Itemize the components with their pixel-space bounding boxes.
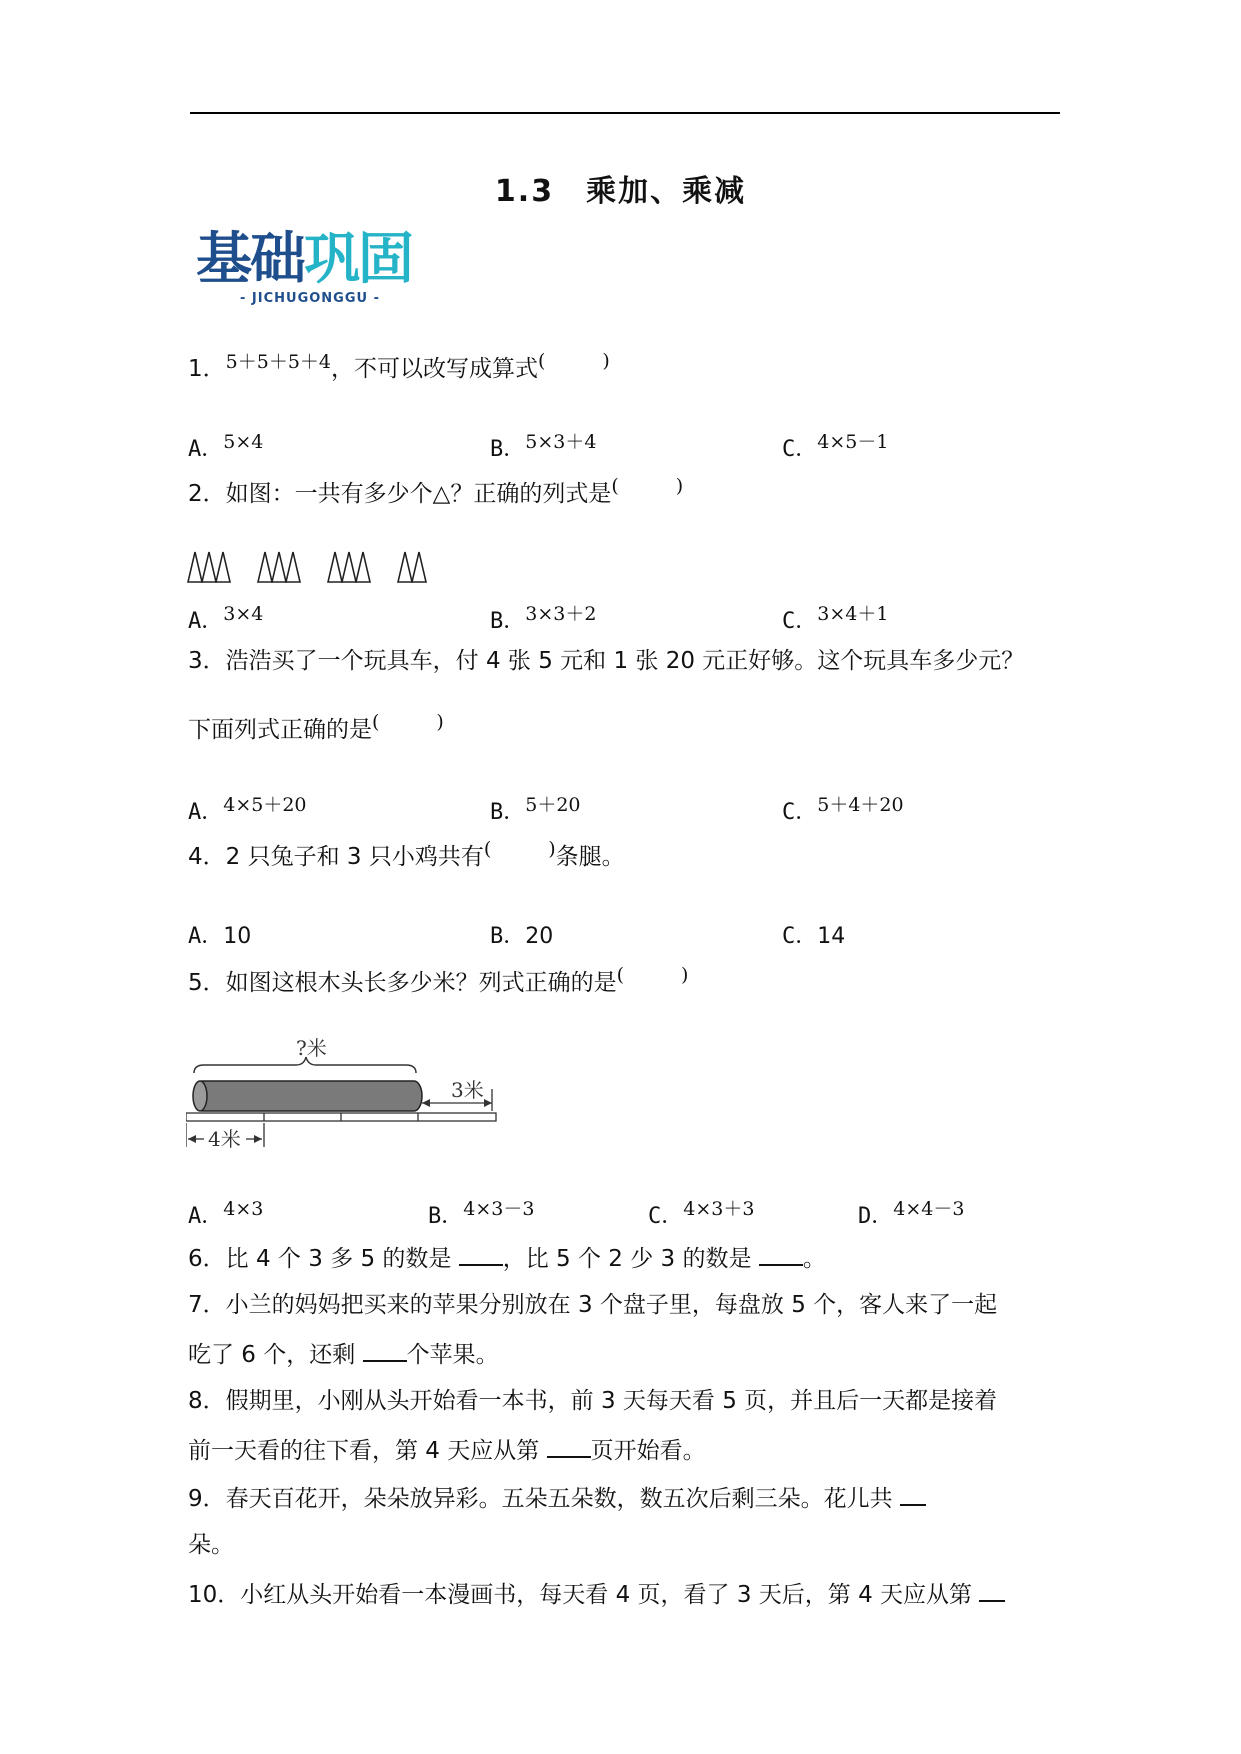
log-figure	[186, 1035, 506, 1153]
question-4	[188, 838, 625, 873]
q5-option-a[interactable]: A．4×3	[188, 1198, 264, 1229]
top-length-label: ?米	[296, 1036, 327, 1060]
q1-option-c[interactable]: C．4×5－1	[782, 431, 889, 462]
q4-option-b[interactable]: B．20	[490, 924, 554, 949]
q5-option-d-value: 4×4－3	[893, 1198, 965, 1220]
q5-option-a-value: 4×3	[223, 1198, 264, 1220]
q3-text: 浩浩买了一个玩具车，付 4 张 5 元和 1 张 20 元正好够。这个玩具车多少元？	[225, 648, 1025, 674]
q6-text-b: ，比 5 个 2 少 3 的数是	[502, 1246, 752, 1272]
q7-text-b: 个苹果。	[406, 1342, 499, 1368]
triangle-icon	[412, 552, 426, 582]
question-1	[188, 350, 610, 385]
question-5	[188, 964, 689, 999]
q5-option-b-value: 4×3－3	[463, 1198, 535, 1220]
bottom-length-label: 4米	[208, 1127, 241, 1151]
q2-option-b-value: 3×3＋2	[525, 603, 597, 625]
right-length-label: 3米	[451, 1078, 484, 1102]
q8-text-b: 页开始看。	[590, 1438, 706, 1464]
q2-option-c-value: 3×4＋1	[817, 603, 889, 625]
triangle-icon	[398, 552, 412, 582]
q1-number: 1．	[188, 356, 226, 382]
logo-text-a: 基础	[196, 227, 304, 292]
q8-text-a: 前一天看的往下看，第 4 天应从第	[188, 1438, 540, 1464]
q4-option-c[interactable]: C．14	[782, 924, 846, 949]
header-rule	[190, 112, 1060, 114]
q4-option-c-value: 14	[817, 924, 846, 949]
triangle-icon	[342, 552, 356, 582]
q3-text2: 下面列式正确的是	[188, 717, 372, 743]
question-8: 8．假期里，小刚从头开始看一本书，前 3 天每天看 5 页，并且后一天都是接着	[188, 1388, 998, 1414]
q4-text-after: 条腿。	[555, 844, 625, 870]
log-body	[194, 1081, 422, 1111]
question-10	[188, 1578, 1005, 1610]
q2-text: 如图：一共有多少个△？正确的列式是	[225, 481, 612, 507]
question-7-line2	[188, 1338, 499, 1370]
log-end	[193, 1081, 207, 1111]
logo-text-b: 巩固	[304, 227, 412, 292]
question-8-line2	[188, 1434, 706, 1466]
triangle-icon	[188, 552, 202, 582]
section-logo	[196, 227, 412, 292]
q3-option-a[interactable]: A．4×5＋20	[188, 794, 307, 825]
q1-text: ，不可以改写成算式	[331, 356, 538, 382]
question-3-line2	[188, 711, 444, 746]
q4-option-b-value: 20	[525, 924, 554, 949]
q6-blank-2[interactable]	[759, 1242, 803, 1266]
q5-option-b[interactable]: B．4×3－3	[428, 1198, 535, 1229]
question-9	[188, 1482, 926, 1514]
q3-answer-paren[interactable]: ( )	[372, 711, 444, 733]
q4-option-a-value: 10	[223, 924, 252, 949]
q6-text-a: 6．比 4 个 3 多 5 的数是	[188, 1246, 452, 1272]
q5-option-c[interactable]: C．4×3＋3	[648, 1198, 755, 1229]
q2-number: 2．	[188, 481, 226, 507]
q4-answer-paren[interactable]: ( )	[483, 838, 556, 860]
q6-blank-1[interactable]	[459, 1242, 503, 1266]
triangle-icon	[202, 552, 216, 582]
q1-option-b[interactable]: B．5×3＋4	[490, 431, 597, 462]
q2-option-a[interactable]: A．3×4	[188, 603, 264, 634]
q5-text: 如图这根木头长多少米？列式正确的是	[225, 970, 617, 996]
q5-answer-paren[interactable]: ( )	[616, 964, 689, 986]
q3-option-b[interactable]: B．5＋20	[490, 794, 581, 825]
q1-expression: 5＋5＋5＋4	[225, 351, 331, 373]
q10-blank[interactable]	[979, 1578, 1005, 1602]
triangle-icon	[272, 552, 286, 582]
q5-option-d[interactable]: D．4×4－3	[858, 1198, 965, 1229]
question-6	[188, 1242, 826, 1274]
q1-option-a-value: 5×4	[223, 431, 264, 453]
q5-number: 5．	[188, 970, 226, 996]
q4-text: 2 只兔子和 3 只小鸡共有	[225, 844, 484, 870]
q1-option-b-value: 5×3＋4	[525, 431, 597, 453]
question-3	[188, 646, 1024, 676]
q2-answer-paren[interactable]: ( )	[611, 475, 684, 497]
q3-option-b-value: 5＋20	[525, 794, 581, 816]
logo-subtitle: - JICHUGONGGU -	[240, 291, 380, 306]
triangle-icon	[356, 552, 370, 582]
q3-option-a-value: 4×5＋20	[223, 794, 307, 816]
triangle-icon	[286, 552, 300, 582]
q2-option-a-value: 3×4	[223, 603, 264, 625]
triangle-icon	[216, 552, 230, 582]
q9-blank[interactable]	[900, 1482, 926, 1506]
q1-answer-paren[interactable]: ( )	[538, 350, 610, 372]
question-2	[188, 475, 684, 510]
q6-text-c: 。	[802, 1246, 826, 1272]
triangle-icon	[258, 552, 272, 582]
q10-text: 10．小红从头开始看一本漫画书，每天看 4 页，看了 3 天后，第 4 天应从第	[188, 1582, 973, 1608]
q3-option-c[interactable]: C．5＋4＋20	[782, 794, 904, 825]
q1-option-c-value: 4×5－1	[817, 431, 889, 453]
triangles-figure	[186, 550, 436, 584]
q3-number: 3．	[188, 648, 226, 674]
q3-option-c-value: 5＋4＋20	[817, 794, 904, 816]
question-7: 7．小兰的妈妈把买来的苹果分别放在 3 个盘子里，每盘放 5 个，客人来了一起	[188, 1292, 998, 1318]
q1-option-a[interactable]: A．5×4	[188, 431, 264, 462]
q8-blank[interactable]	[547, 1434, 591, 1458]
q2-option-c[interactable]: C．3×4＋1	[782, 603, 889, 634]
q2-option-b[interactable]: B．3×3＋2	[490, 603, 597, 634]
q9-text: 9．春天百花开，朵朵放异彩。五朵五朵数，数五次后剩三朵。花儿共	[188, 1486, 893, 1512]
question-9-line2: 朵。	[188, 1532, 234, 1558]
triangle-icon	[328, 552, 342, 582]
q5-option-c-value: 4×3＋3	[683, 1198, 755, 1220]
q4-option-a[interactable]: A．10	[188, 924, 252, 949]
q7-blank[interactable]	[363, 1338, 407, 1362]
page-title: 1.3 乘加、乘减	[494, 174, 747, 209]
q7-text-a: 吃了 6 个，还剩	[188, 1342, 356, 1368]
q4-number: 4．	[188, 844, 226, 870]
